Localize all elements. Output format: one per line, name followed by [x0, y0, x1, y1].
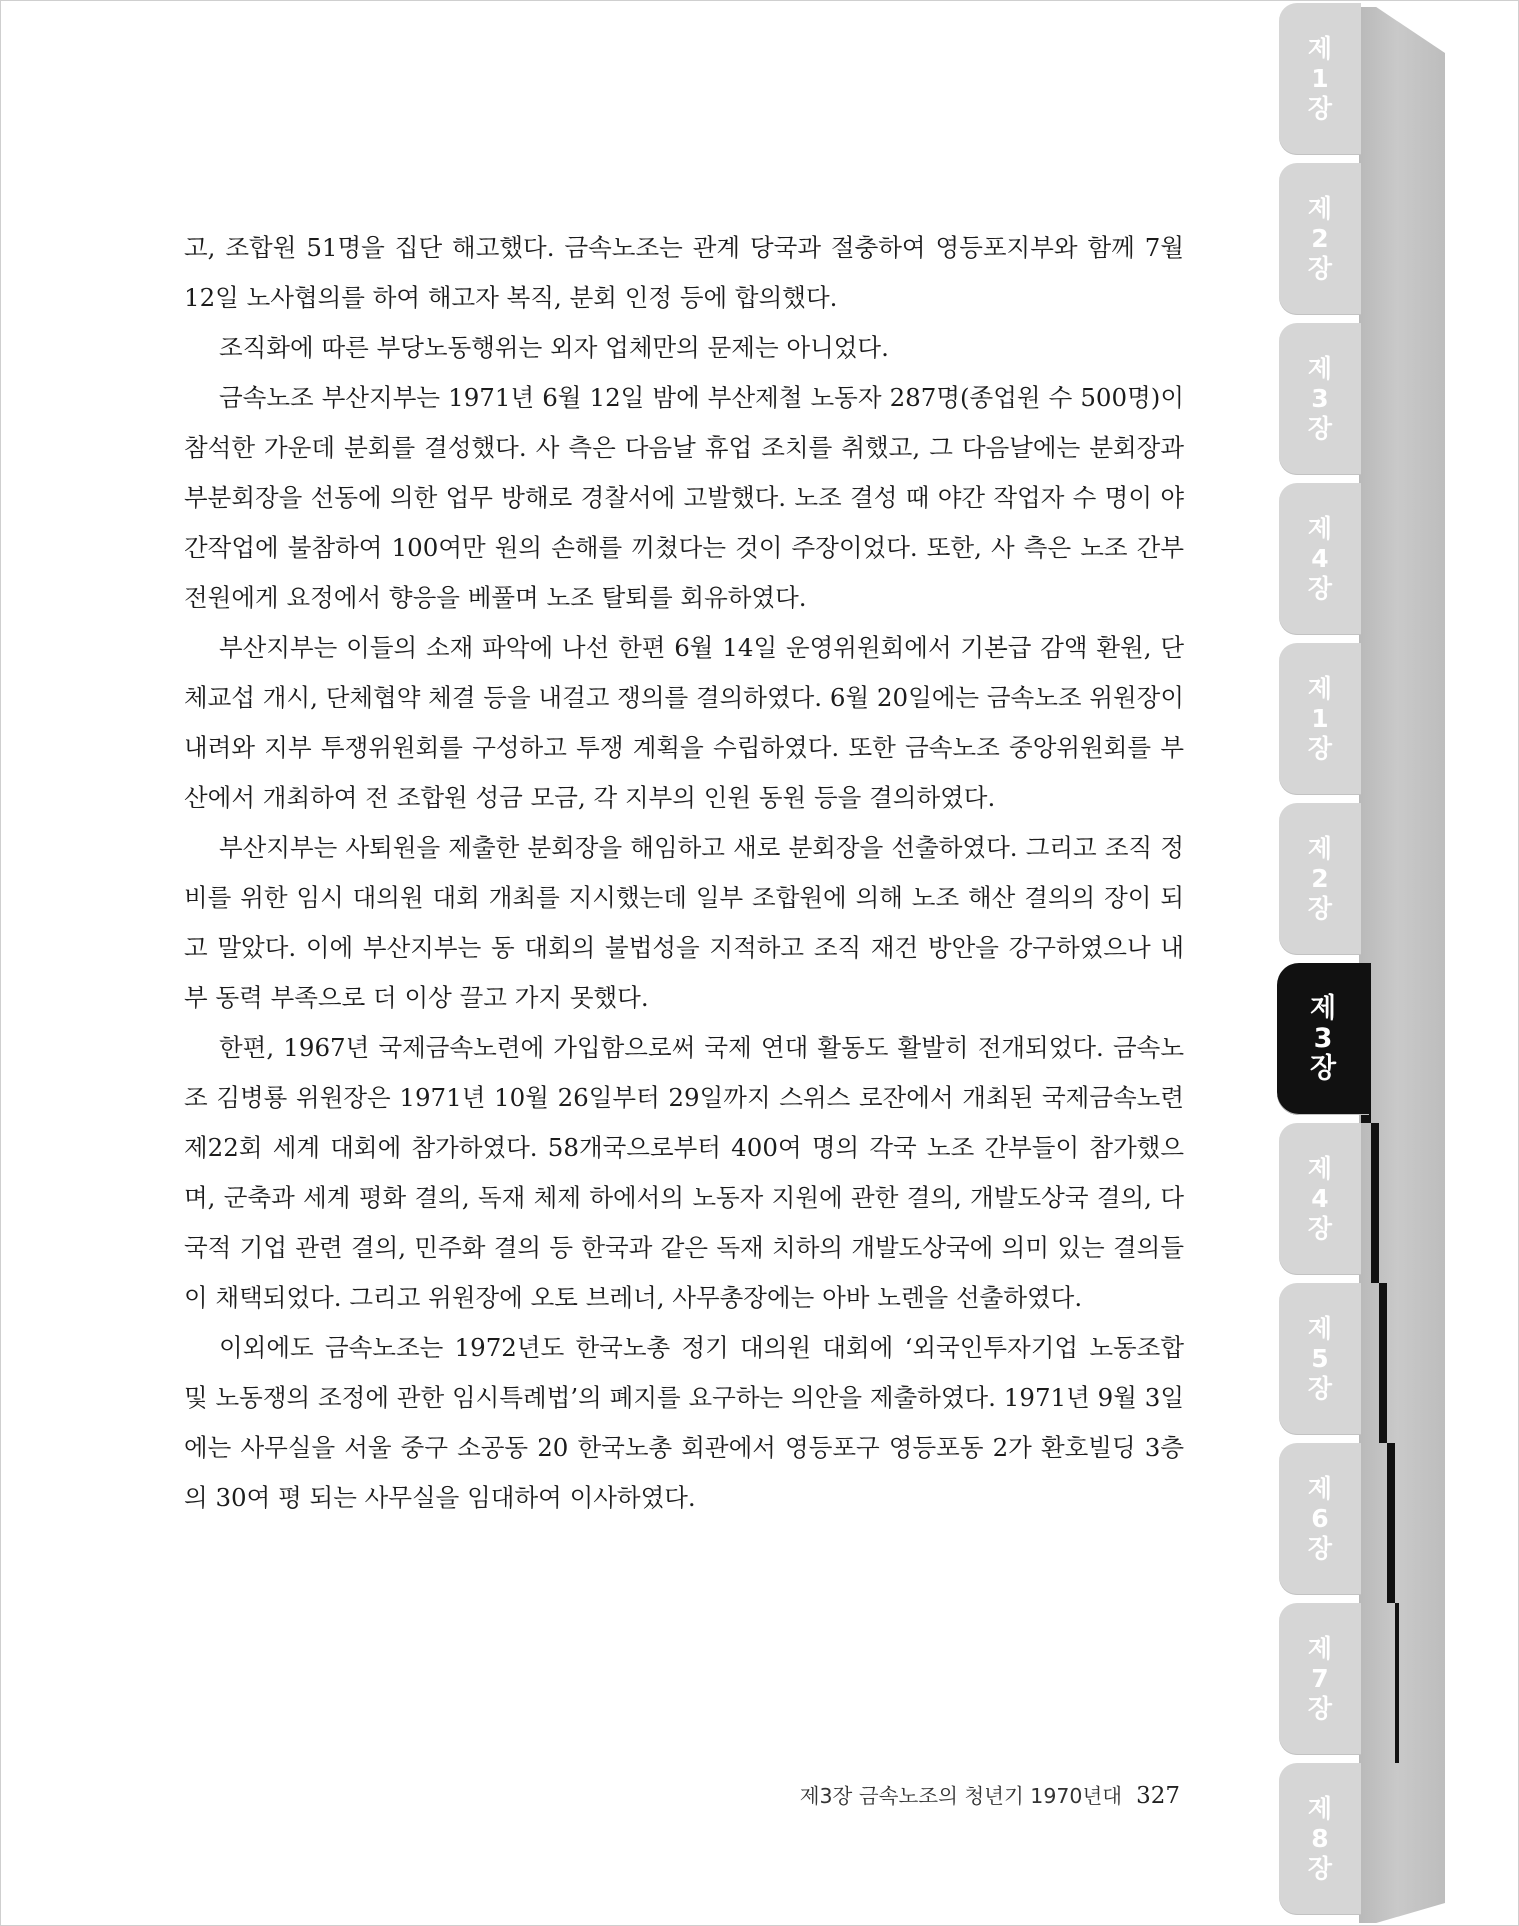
tab-char: 제 — [1307, 674, 1333, 703]
tab-char: 제 — [1307, 1154, 1333, 1183]
tab-char: 제 — [1307, 1794, 1333, 1823]
chapter-tab[interactable] — [1279, 3, 1361, 155]
tab-char: 장 — [1307, 254, 1333, 283]
paragraph: 이외에도 금속노조는 1972년도 한국노총 정기 대의원 대회에 ‘외국인투자기업 노동조합 및 노동쟁의 조정에 관한 임시특례법’의 폐지를 요구하는 의안을 제출하였다. 1971년 9월 3일에는 사무실을 서울 중구 소공동 20 한국노총 회관에서 영등포구 영등포동 2가 환호빌딩 3층의 30여 평 되는 사무실을 임대하여 이사하였다. — [184, 1333, 1184, 1512]
tab-char: 제 — [1307, 514, 1333, 543]
tab-char: 장 — [1309, 1053, 1337, 1084]
tab-char: 장 — [1307, 1214, 1333, 1243]
edge-mark — [1379, 1283, 1387, 1443]
tab-char: 장 — [1307, 94, 1333, 123]
tab-char: 장 — [1307, 1534, 1333, 1563]
running-head: 제3장 금속노조의 청년기 1970년대 — [799, 1784, 1123, 1808]
tab-char: 제 — [1307, 1634, 1333, 1663]
tab-char: 제 — [1307, 354, 1333, 383]
paragraph: 한편, 1967년 국제금속노련에 가입함으로써 국제 연대 활동도 활발히 전개되었다. 금속노조 김병룡 위원장은 1971년 10월 26일부터 29일까지 스위스 로잔에서 개최된 국제금속노련 제22회 세계 대회에 참가하였다. 58개국으로부터 400여 명의 각국 노조 간부들이 참가했으며, 군축과 세계 평화 결의, 독재 체제 하에서의 노동자 지원에 관한 결의, 개발도상국 결의, 다국적 기업 관련 결의, 민주화 결의 등 한국과 같은 독재 치하의 개발도상국에 의미 있는 결의들이 채택되었다. 그리고 위원장에 오토 브레너, 사무총장에는 아바 노렌을 선출하였다. — [184, 1033, 1184, 1312]
tab-char: 제 — [1307, 834, 1333, 863]
tab-char: 장 — [1307, 894, 1333, 923]
tab-char: 장 — [1307, 1374, 1333, 1403]
tab-char: 제 — [1307, 194, 1333, 223]
tab-char: 5 — [1311, 1344, 1329, 1373]
edge-mark — [1395, 1603, 1399, 1763]
chapter-tab[interactable] — [1279, 1283, 1361, 1435]
tab-char: 4 — [1311, 1184, 1329, 1213]
paragraph: 조직화에 따른 부당노동행위는 외자 업체만의 문제는 아니었다. — [219, 333, 889, 362]
paragraph: 부산지부는 사퇴원을 제출한 분회장을 해임하고 새로 분회장을 선출하였다. 그리고 조직 정비를 위한 임시 대의원 대회 개최를 지시했는데 일부 조합원에 의해 노조 해산 결의의 장이 되고 말았다. 이에 부산지부는 동 대회의 불법성을 지적하고 조직 재건 방안을 강구하였으나 내부 동력 부족으로 더 이상 끌고 가지 못했다. — [184, 833, 1184, 1012]
tab-char: 제 — [1307, 34, 1333, 63]
tab-char: 제 — [1307, 1314, 1333, 1343]
tab-char: 3 — [1313, 1023, 1333, 1054]
paragraph: 금속노조 부산지부는 1971년 6월 12일 밤에 부산제철 노동자 287명(종업원 수 500명)이 참석한 가운데 분회를 결성했다. 사 측은 다음날 휴업 조치를 취했고, 그 다음날에는 분회장과 부분회장을 선동에 의한 업무 방해로 경찰서에 고발했다. 노조 결성 때 야간 작업자 수 명이 야간작업에 불참하여 100여만 원의 손해를 끼쳤다는 것이 주장이었다. 또한, 사 측은 노조 간부 전원에게 요정에서 향응을 베풀며 노조 탈퇴를 회유하였다. — [184, 383, 1184, 612]
tab-char: 제 — [1307, 1474, 1333, 1503]
paragraph: 부산지부는 이들의 소재 파악에 나선 한편 6월 14일 운영위원회에서 기본급 감액 환원, 단체교섭 개시, 단체협약 체결 등을 내걸고 쟁의를 결의하였다. 6월 20일에는 금속노조 위원장이 내려와 지부 투쟁위원회를 구성하고 투쟁 계획을 수립하였다. 또한 금속노조 중앙위원회를 부산에서 개최하여 전 조합원 성금 모금, 각 지부의 인원 동원 등을 결의하였다. — [184, 633, 1185, 812]
chapter-tab[interactable] — [1279, 1763, 1361, 1915]
body-text — [184, 223, 1184, 1523]
tab-char: 7 — [1311, 1664, 1329, 1693]
tab-char: 장 — [1307, 1694, 1333, 1723]
chapter-tab[interactable] — [1279, 483, 1361, 635]
paragraph: 고, 조합원 51명을 집단 해고했다. 금속노조는 관계 당국과 절충하여 영등포지부와 함께 7월 12일 노사협의를 하여 해고자 복직, 분회 인정 등에 합의했다. — [184, 233, 1184, 312]
tab-char: 장 — [1307, 1854, 1333, 1883]
tab-char: 6 — [1311, 1504, 1329, 1533]
chapter-tab[interactable] — [1279, 163, 1361, 315]
tab-char: 3 — [1311, 384, 1329, 413]
page-number: 327 — [1136, 1783, 1180, 1809]
tab-char: 1 — [1311, 64, 1329, 93]
chapter-tab-active[interactable] — [1277, 963, 1369, 1115]
chapter-tab-strip — [1279, 1, 1399, 1926]
chapter-tab[interactable] — [1279, 803, 1361, 955]
chapter-tab[interactable] — [1279, 1603, 1361, 1755]
chapter-tab[interactable] — [1279, 1123, 1361, 1275]
chapter-tab[interactable] — [1279, 1443, 1361, 1595]
tab-char: 장 — [1307, 414, 1333, 443]
tab-char: 2 — [1311, 224, 1329, 253]
tab-char: 제 — [1309, 993, 1337, 1024]
tab-char: 1 — [1311, 704, 1329, 733]
tab-char: 장 — [1307, 734, 1333, 763]
tab-char: 2 — [1311, 864, 1329, 893]
page-footer — [800, 1779, 1180, 1809]
tab-char: 장 — [1307, 574, 1333, 603]
chapter-tab[interactable] — [1279, 643, 1361, 795]
tab-char: 8 — [1311, 1824, 1329, 1853]
edge-mark — [1371, 1123, 1379, 1283]
chapter-tab[interactable] — [1279, 323, 1361, 475]
tab-char: 4 — [1311, 544, 1329, 573]
edge-mark — [1387, 1443, 1395, 1603]
